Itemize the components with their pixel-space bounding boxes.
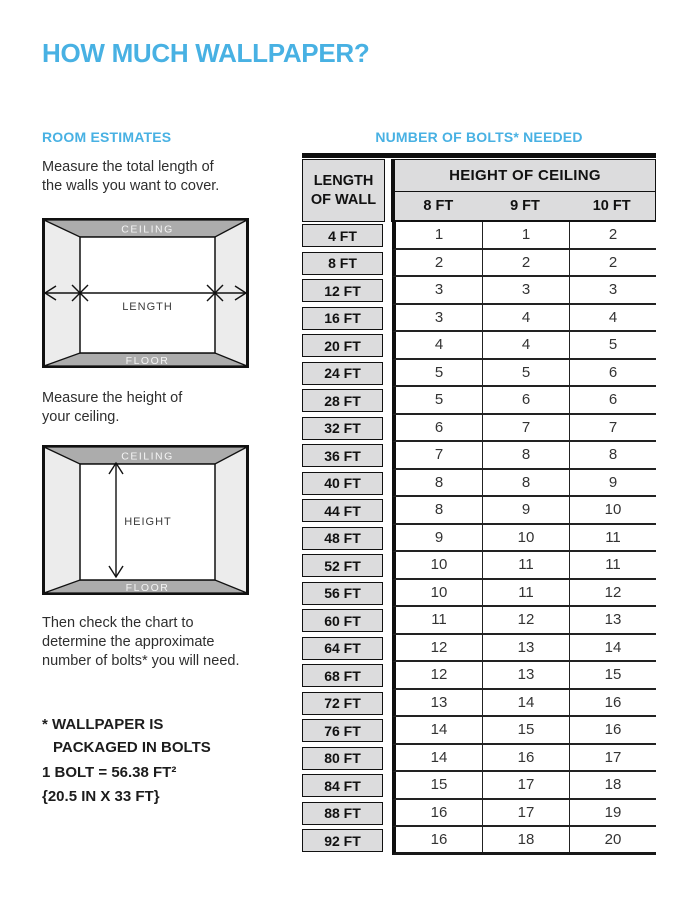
room-height-diagram: [42, 445, 249, 595]
row-label: 40 FT: [302, 472, 383, 495]
table-cell: 7: [483, 415, 570, 441]
row-values: [392, 470, 656, 498]
row-label-wrap: [302, 800, 392, 828]
table-body: [302, 222, 656, 855]
table-row: [302, 580, 656, 608]
row-values: [392, 800, 656, 828]
bolts-footnote: [42, 713, 211, 759]
row-label: 80 FT: [302, 747, 383, 770]
header-line: OF WALL: [310, 191, 377, 208]
table-cell: 2: [483, 250, 570, 276]
floor-label: FLOOR: [125, 582, 170, 594]
row-label: 8 FT: [302, 252, 383, 275]
table-cell: 15: [604, 666, 622, 684]
bolt-size-info: [42, 761, 176, 809]
row-label: 28 FT: [302, 389, 383, 412]
table-cell: 11: [483, 552, 570, 578]
table-cell: 3: [483, 277, 570, 303]
row-label: 32 FT: [302, 417, 383, 440]
table-cell: 17: [483, 800, 570, 826]
row-label-wrap: [302, 635, 392, 663]
table-cell: 5: [396, 360, 483, 386]
table-cell: 16: [483, 745, 570, 771]
row-label-wrap: [302, 772, 392, 800]
back-wall: [80, 237, 215, 353]
col-header-10ft: 10 FT: [592, 198, 631, 214]
table-cell: 9: [608, 473, 618, 491]
table-row: [302, 745, 656, 773]
table-cell: 5: [483, 360, 570, 386]
table-cell: 11: [396, 607, 483, 633]
table-cell: 16: [396, 800, 483, 826]
ceiling-height-subheaders: [395, 192, 655, 222]
text-line: your ceiling.: [42, 409, 120, 425]
table-cell: 7: [608, 418, 618, 436]
table-row: [302, 415, 656, 443]
text-line: Measure the height of: [42, 390, 183, 406]
row-values: [392, 305, 656, 333]
table-cell: 13: [604, 611, 622, 629]
table-cell: 18: [604, 776, 622, 794]
row-values: [392, 415, 656, 443]
table-header: [302, 159, 656, 222]
row-label-wrap: [302, 662, 392, 690]
row-label: 24 FT: [302, 362, 383, 385]
row-label: 56 FT: [302, 582, 383, 605]
table-cell: 18: [483, 827, 570, 852]
row-values: [392, 745, 656, 773]
row-label-wrap: [302, 470, 392, 498]
table-cell: 2: [608, 253, 618, 271]
table-cell: 14: [483, 690, 570, 716]
table-cell: 8: [396, 470, 483, 496]
table-cell: 9: [483, 497, 570, 523]
row-label-wrap: [302, 690, 392, 718]
table-cell: 8: [483, 470, 570, 496]
ceiling-label: CEILING: [121, 223, 174, 236]
row-label: 60 FT: [302, 609, 383, 632]
table-row: [302, 525, 656, 553]
table-row: [302, 800, 656, 828]
table-cell: 8: [608, 446, 618, 464]
table-cell: 1: [396, 222, 483, 248]
row-label-wrap: [302, 580, 392, 608]
col-header-9ft: 9 FT: [510, 198, 540, 214]
row-label: 64 FT: [302, 637, 383, 660]
bolts-needed-heading: NUMBER OF BOLTS* NEEDED: [375, 129, 583, 145]
table-cell: 11: [605, 528, 621, 546]
table-cell: 17: [604, 748, 622, 766]
row-values: [392, 717, 656, 745]
row-label-wrap: [302, 442, 392, 470]
table-row: [302, 497, 656, 525]
row-label-wrap: [302, 305, 392, 333]
table-cell: 11: [605, 556, 621, 574]
col-header-8ft: 8 FT: [423, 198, 454, 214]
row-label: 52 FT: [302, 554, 383, 577]
page-title: HOW MUCH WALLPAPER?: [42, 38, 370, 68]
row-label: 20 FT: [302, 334, 383, 357]
text-line: PACKAGED IN BOLTS: [53, 739, 211, 756]
table-cell: 10: [396, 580, 483, 606]
table-cell: 20: [604, 830, 622, 848]
row-label-wrap: [302, 552, 392, 580]
table-cell: 3: [608, 281, 618, 299]
text-line: the walls you want to cover.: [42, 178, 220, 194]
table-cell: 12: [483, 607, 570, 633]
table-cell: 6: [608, 363, 618, 381]
room-length-diagram: [42, 218, 249, 368]
table-cell: 10: [483, 525, 570, 551]
row-values: [392, 332, 656, 360]
table-cell: 12: [396, 662, 483, 688]
table-cell: 14: [396, 745, 483, 771]
table-cell: 6: [396, 415, 483, 441]
table-cell: 8: [483, 442, 570, 468]
row-label-wrap: [302, 222, 392, 250]
row-label: 12 FT: [302, 279, 383, 302]
table-cell: 13: [483, 662, 570, 688]
row-label-wrap: [302, 360, 392, 388]
bolts-table: [302, 153, 656, 855]
text-line: {20.5 IN X 33 FT}: [42, 788, 160, 805]
table-cell: 5: [396, 387, 483, 413]
table-row: [302, 332, 656, 360]
text-line: 1 BOLT = 56.38 FT²: [42, 764, 177, 781]
row-values: [392, 222, 656, 250]
row-label: 76 FT: [302, 719, 383, 742]
header-line: LENGTH: [313, 172, 374, 189]
row-label-wrap: [302, 332, 392, 360]
table-row: [302, 772, 656, 800]
table-row: [302, 552, 656, 580]
table-row: [302, 360, 656, 388]
row-label: 88 FT: [302, 802, 383, 825]
row-label: 72 FT: [302, 692, 383, 715]
table-cell: 9: [396, 525, 483, 551]
table-cell: 4: [483, 332, 570, 358]
table-cell: 16: [396, 827, 483, 852]
row-label: 36 FT: [302, 444, 383, 467]
table-cell: 11: [483, 580, 570, 606]
row-values: [392, 580, 656, 608]
row-label-wrap: [302, 745, 392, 773]
table-row: [302, 305, 656, 333]
table-cell: 6: [608, 391, 618, 409]
text-line: Measure the total length of: [42, 159, 214, 175]
table-cell: 2: [608, 226, 618, 244]
table-row: [302, 827, 656, 855]
row-label-wrap: [302, 415, 392, 443]
table-row: [302, 442, 656, 470]
row-values: [392, 525, 656, 553]
length-label: LENGTH: [122, 301, 173, 313]
row-label: 84 FT: [302, 774, 383, 797]
row-values: [392, 635, 656, 663]
row-values: [392, 360, 656, 388]
text-line: determine the approximate: [42, 634, 215, 650]
table-row: [302, 690, 656, 718]
table-cell: 14: [604, 638, 622, 656]
row-values: [392, 690, 656, 718]
row-label: 16 FT: [302, 307, 383, 330]
check-chart-text: [42, 614, 239, 671]
row-label-wrap: [302, 525, 392, 553]
height-label: HEIGHT: [124, 516, 172, 528]
text-line: number of bolts* you will need.: [42, 653, 240, 669]
table-cell: 4: [608, 308, 618, 326]
table-cell: 3: [396, 277, 483, 303]
table-cell: 13: [483, 635, 570, 661]
row-label: 44 FT: [302, 499, 383, 522]
table-cell: 16: [604, 721, 622, 739]
table-cell: 15: [396, 772, 483, 798]
table-cell: 12: [396, 635, 483, 661]
table-cell: 13: [396, 690, 483, 716]
length-of-wall-header: [302, 159, 385, 222]
table-cell: 4: [483, 305, 570, 331]
table-cell: 10: [604, 501, 622, 519]
row-values: [392, 662, 656, 690]
table-cell: 12: [604, 583, 622, 601]
table-cell: 2: [396, 250, 483, 276]
row-values: [392, 497, 656, 525]
height-of-ceiling-header-group: [391, 159, 656, 222]
table-row: [302, 635, 656, 663]
table-cell: 3: [396, 305, 483, 331]
table-row: [302, 717, 656, 745]
room-estimates-heading: ROOM ESTIMATES: [42, 129, 172, 145]
row-values: [392, 277, 656, 305]
table-cell: 14: [396, 717, 483, 743]
row-label: 92 FT: [302, 829, 383, 852]
measure-length-text: [42, 158, 219, 196]
table-cell: 16: [604, 693, 622, 711]
row-values: [392, 552, 656, 580]
table-row: [302, 387, 656, 415]
table-cell: 4: [396, 332, 483, 358]
table-row: [302, 250, 656, 278]
row-label-wrap: [302, 607, 392, 635]
row-values: [392, 250, 656, 278]
table-row: [302, 277, 656, 305]
row-label-wrap: [302, 277, 392, 305]
row-values: [392, 827, 656, 855]
floor-label: FLOOR: [125, 355, 170, 367]
table-cell: 19: [604, 803, 622, 821]
row-label-wrap: [302, 250, 392, 278]
row-label: 4 FT: [302, 224, 383, 247]
table-cell: 17: [483, 772, 570, 798]
row-label-wrap: [302, 717, 392, 745]
table-cell: 15: [483, 717, 570, 743]
height-of-ceiling-header: HEIGHT OF CEILING: [395, 159, 655, 192]
row-values: [392, 387, 656, 415]
table-row: [302, 470, 656, 498]
table-row: [302, 607, 656, 635]
table-cell: 5: [608, 336, 618, 354]
table-top-rule: [302, 153, 656, 158]
row-label-wrap: [302, 387, 392, 415]
table-cell: 1: [483, 222, 570, 248]
row-label-wrap: [302, 827, 392, 855]
table-row: [302, 222, 656, 250]
row-label-wrap: [302, 497, 392, 525]
table-row: [302, 662, 656, 690]
row-values: [392, 772, 656, 800]
row-values: [392, 442, 656, 470]
measure-height-text: [42, 389, 182, 427]
table-cell: 6: [483, 387, 570, 413]
text-line: Then check the chart to: [42, 615, 194, 631]
row-values: [392, 607, 656, 635]
row-label: 48 FT: [302, 527, 383, 550]
table-cell: 10: [396, 552, 483, 578]
table-cell: 7: [396, 442, 483, 468]
ceiling-label: CEILING: [121, 450, 174, 463]
text-line: * WALLPAPER IS: [42, 716, 164, 733]
table-cell: 8: [396, 497, 483, 523]
row-label: 68 FT: [302, 664, 383, 687]
